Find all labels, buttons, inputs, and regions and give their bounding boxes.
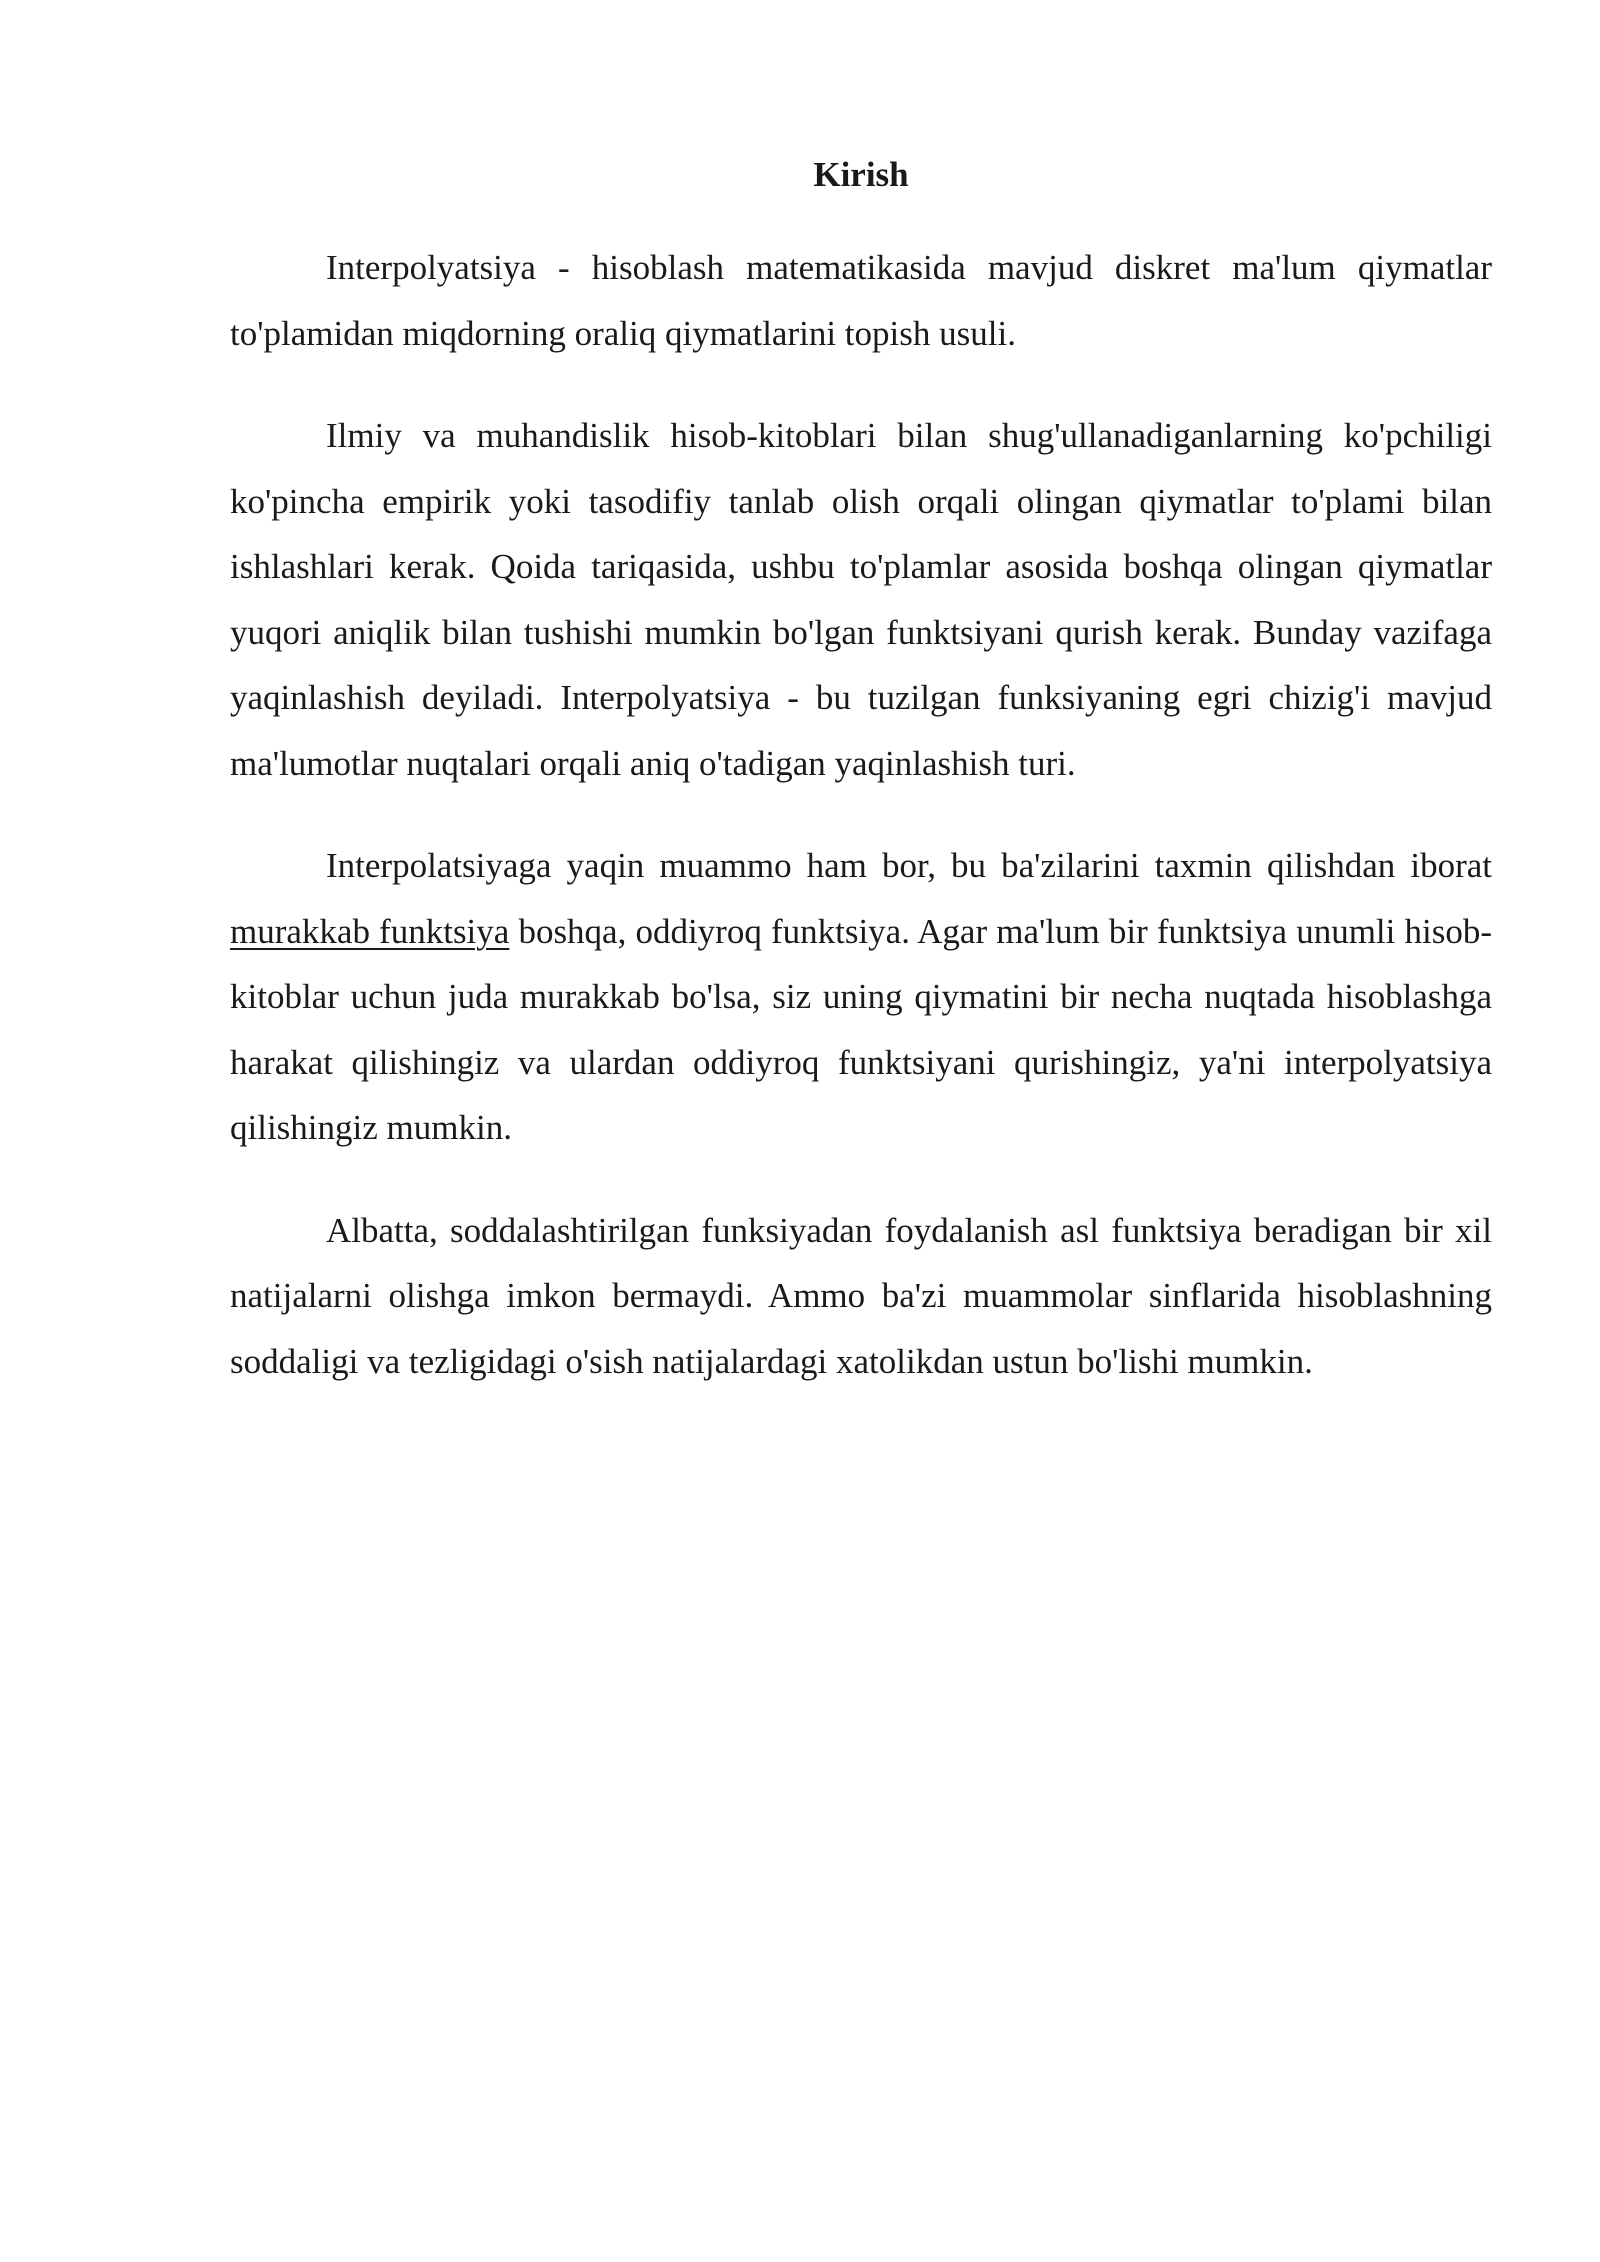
murakkab-funktsiya-link[interactable]: murakkab funktsiya [230, 911, 510, 951]
paragraph-3-text-before-link: Interpolatsiyaga yaqin muammo ham bor, bu ba'zilarini taxmin qilishdan iborat [326, 846, 1492, 885]
paragraph-2: Ilmiy va muhandislik hisob-kitoblari bilan shug'ullanadiganlarning ko'pchiligi ko'pincha empirik yoki tasodifiy tanlab olish orqali olingan qiymatlar to'plami bilan ishlashlari kerak. Qoida tariqasida, ushbu to'plamlar asosida boshqa olingan qiymatlar yuqori aniqlik bilan tushishi mumkin bo'lgan funktsiyani qurish kerak. Bunday vazifaga yaqinlashish deyiladi. Interpolyatsiya - bu tuzilgan funksiyaning egri chizig'i mavjud ma'lumotlar nuqtalari orqali aniq o'tadigan yaqinlashish turi. [230, 416, 1492, 783]
paragraph-3 [230, 833, 1492, 1161]
document-title: Kirish [813, 155, 909, 194]
paragraph-1: Interpolyatsiya - hisoblash matematikasida mavjud diskret ma'lum qiymatlar to'plamidan miqdorning oraliq qiymatlarini topish usuli. [230, 248, 1492, 353]
document-body [230, 145, 1492, 1431]
paragraph-3-text-after-link: boshqa, oddiyroq funktsiya. Agar ma'lum bir funktsiya unumli hisob-kitoblar uchun juda murakkab bo'lsa, siz uning qiymatini bir necha nuqtada hisoblashga harakat qilishingiz va ulardan oddiyroq funktsiyani qurishingiz, ya'ni interpolyatsiya qilishingiz mumkin. [230, 911, 1492, 1147]
paragraph-4: Albatta, soddalashtirilgan funksiyadan foydalanish asl funktsiya beradigan bir xil natijalarni olishga imkon bermaydi. Ammo ba'zi muammolar sinflarida hisoblashning soddaligi va tezligidagi o'sish natijalardagi xatolikdan ustun bo'lishi mumkin. [230, 1210, 1492, 1381]
